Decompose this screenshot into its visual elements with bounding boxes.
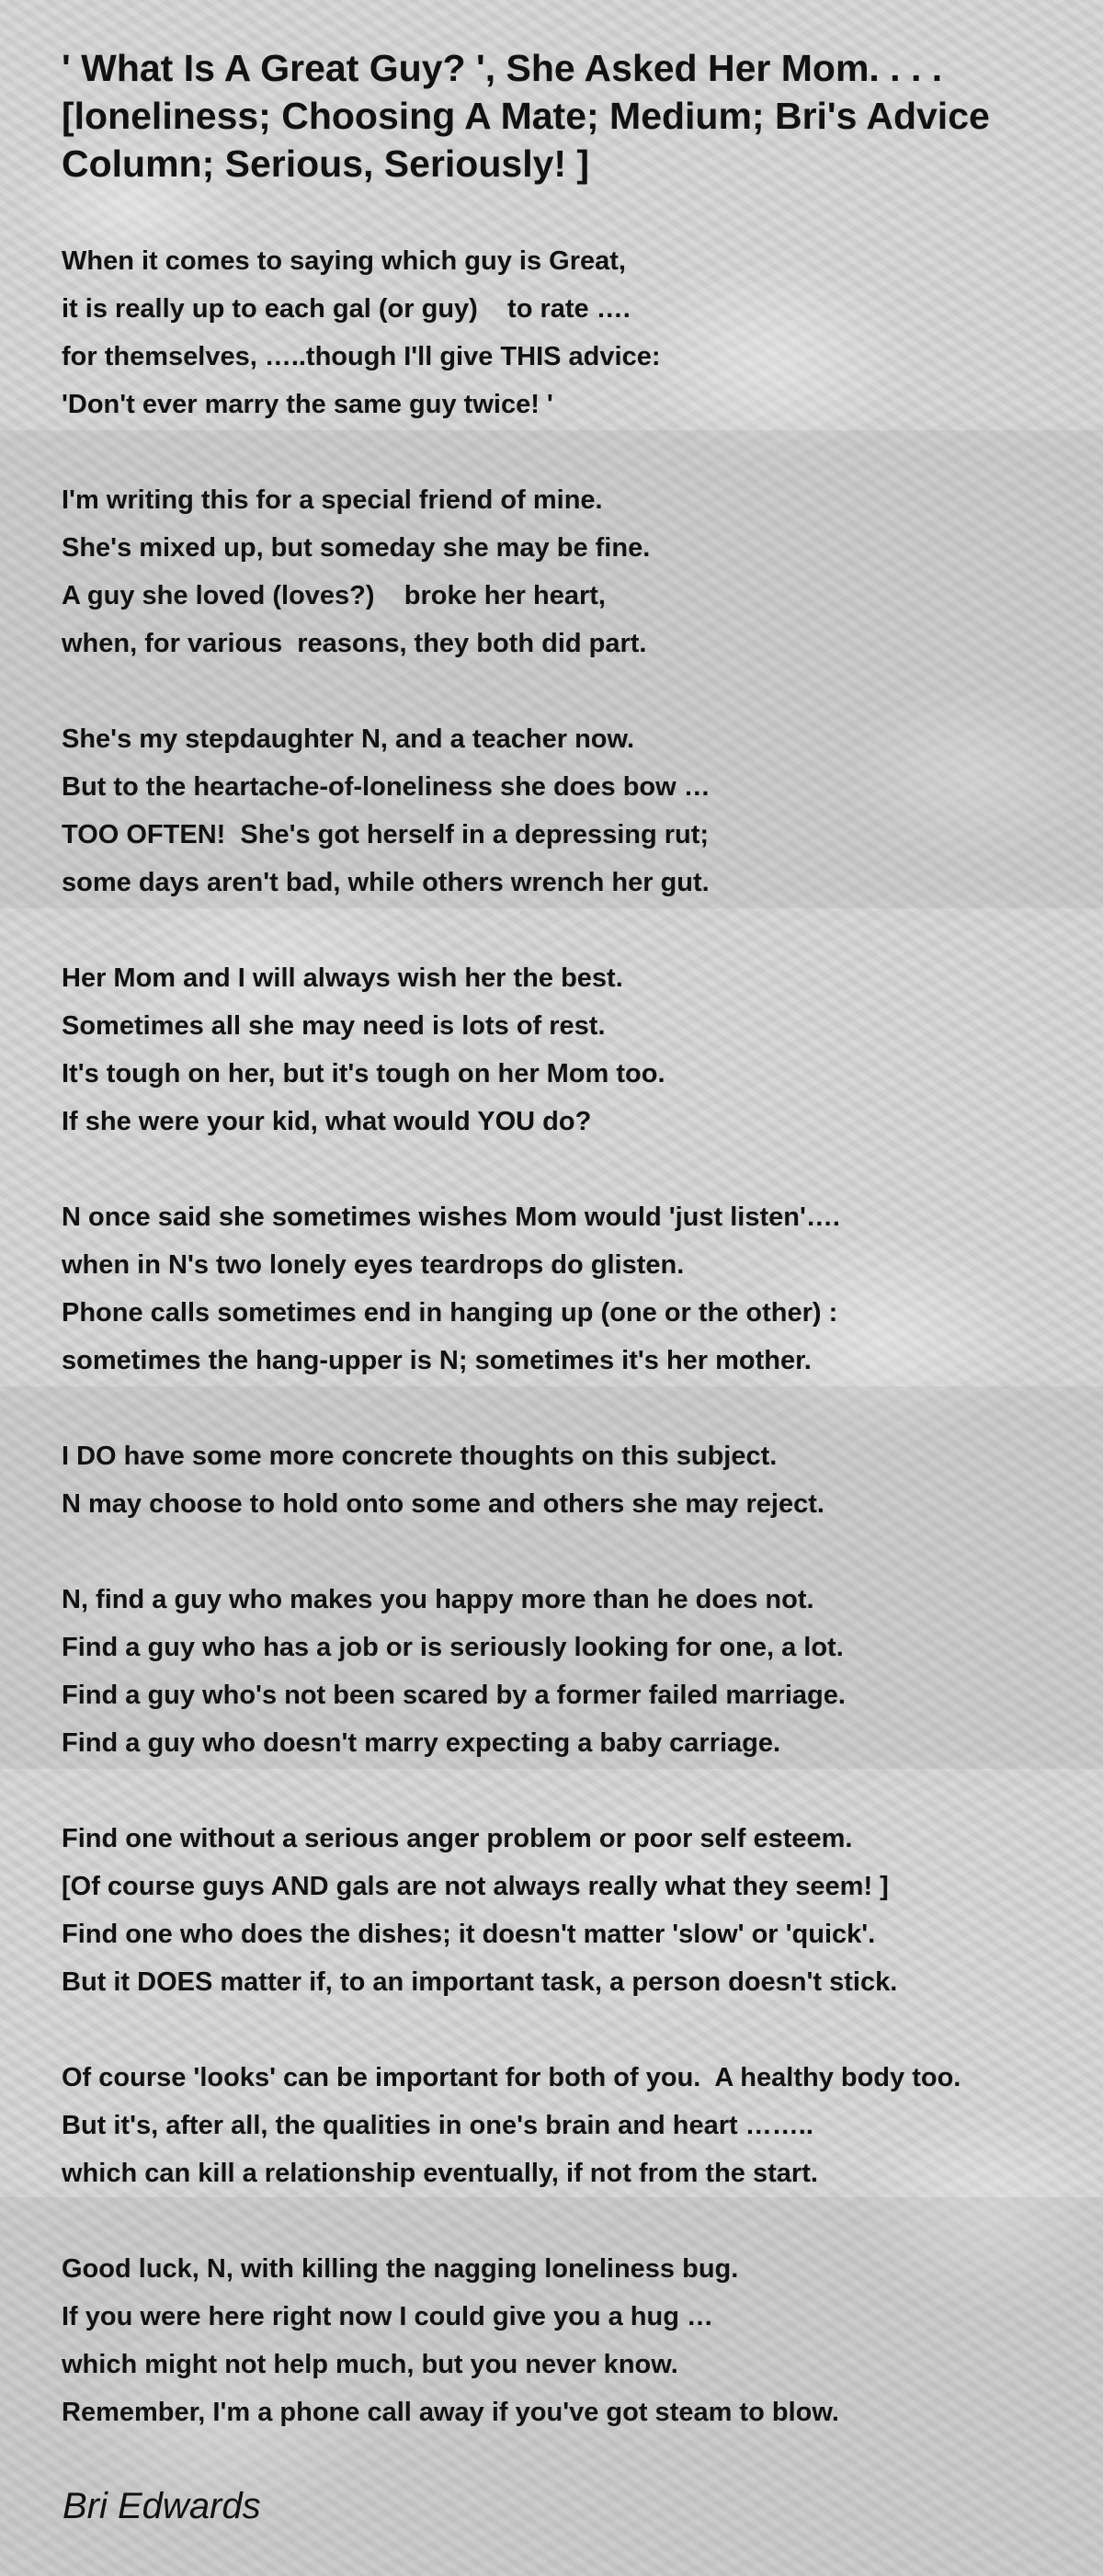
poem-line: It's tough on her, but it's tough on her Mom too. [62, 1059, 665, 1089]
poem-line: Find a guy who doesn't marry expecting a baby carriage. [62, 1728, 781, 1758]
poem-line: when in N's two lonely eyes teardrops do glisten. [62, 1250, 685, 1280]
poem-line: If you were here right now I could give you a hug … [62, 2302, 713, 2331]
poem-line: Phone calls sometimes end in hanging up (one or the other) : [62, 1298, 838, 1328]
stanza-break [62, 1767, 1091, 1815]
stanza-break [62, 667, 1091, 715]
stanza-break [62, 1385, 1091, 1432]
poem-line: When it comes to saying which guy is Great, [62, 246, 626, 276]
poem-line: But it's, after all, the qualities in one's brain and heart …….. [62, 2111, 813, 2140]
poem-line: when, for various reasons, they both did part. [62, 629, 647, 658]
poem-line: for themselves, …..though I'll give THIS advice: [62, 342, 661, 371]
poem-line: Find a guy who's not been scared by a former failed marriage. [62, 1681, 846, 1710]
poem-line: Find a guy who has a job or is seriously looking for one, a lot. [62, 1633, 844, 1662]
stanza-break [62, 1146, 1091, 1193]
author-name: Bri Edwards [63, 2486, 261, 2526]
poem-title: ' What Is A Great Guy? ', She Asked Her Mom. . . . [loneliness; Choosing A Mate; Medium; Bri's Advice Column; Serious, Seriously! ] [62, 47, 990, 185]
poem-line: She's my stepdaughter N, and a teacher now. [62, 724, 635, 754]
poem-line: N once said she sometimes wishes Mom would 'just listen'…. [62, 1203, 840, 1232]
poem-line: N, find a guy who makes you happy more than he does not. [62, 1585, 814, 1614]
stanza-break [62, 428, 1091, 476]
poem-line: Find one who does the dishes; it doesn't matter 'slow' or 'quick'. [62, 1920, 876, 1949]
poem-line: TOO OFTEN! She's got herself in a depressing rut; [62, 820, 710, 849]
poem-line: But it DOES matter if, to an important task, a person doesn't stick. [62, 1967, 898, 1997]
poem-line: I'm writing this for a special friend of mine. [62, 485, 603, 515]
stanza-break [62, 1528, 1091, 1576]
poem-line: A guy she loved (loves?) broke her heart, [62, 581, 606, 610]
poem-line: which might not help much, but you never know. [62, 2350, 678, 2379]
poem-line: Remember, I'm a phone call away if you've got steam to blow. [62, 2398, 839, 2427]
poem-line: Find one without a serious anger problem or poor self esteem. [62, 1824, 853, 1853]
poem-line: which can kill a relationship eventually, if not from the start. [62, 2159, 818, 2188]
poem-line: Her Mom and I will always wish her the best. [62, 963, 623, 993]
poem-line: If she were your kid, what would YOU do? [62, 1107, 592, 1136]
poem-body [62, 237, 1091, 2436]
poem-line: N may choose to hold onto some and others she may reject. [62, 1489, 824, 1519]
poem-line: some days aren't bad, while others wrench her gut. [62, 868, 710, 897]
poem-line: Sometimes all she may need is lots of rest. [62, 1011, 606, 1041]
poem-line: I DO have some more concrete thoughts on this subject. [62, 1442, 778, 1471]
poem-line: She's mixed up, but someday she may be fine. [62, 533, 651, 563]
poem-line: But to the heartache-of-loneliness she does bow … [62, 772, 711, 802]
stanza-break [62, 2197, 1091, 2245]
stanza-break [62, 906, 1091, 954]
poem-line: sometimes the hang-upper is N; sometimes it's her mother. [62, 1346, 812, 1375]
poem-line: it is really up to each gal (or guy) to rate …. [62, 294, 631, 324]
poem-line: 'Don't ever marry the same guy twice! ' [62, 390, 553, 419]
poem-line: Good luck, N, with killing the nagging loneliness bug. [62, 2254, 739, 2284]
poem-line: Of course 'looks' can be important for both of you. A healthy body too. [62, 2063, 961, 2092]
stanza-break [62, 2006, 1091, 2054]
poem-line: [Of course guys AND gals are not always really what they seem! ] [62, 1872, 889, 1901]
